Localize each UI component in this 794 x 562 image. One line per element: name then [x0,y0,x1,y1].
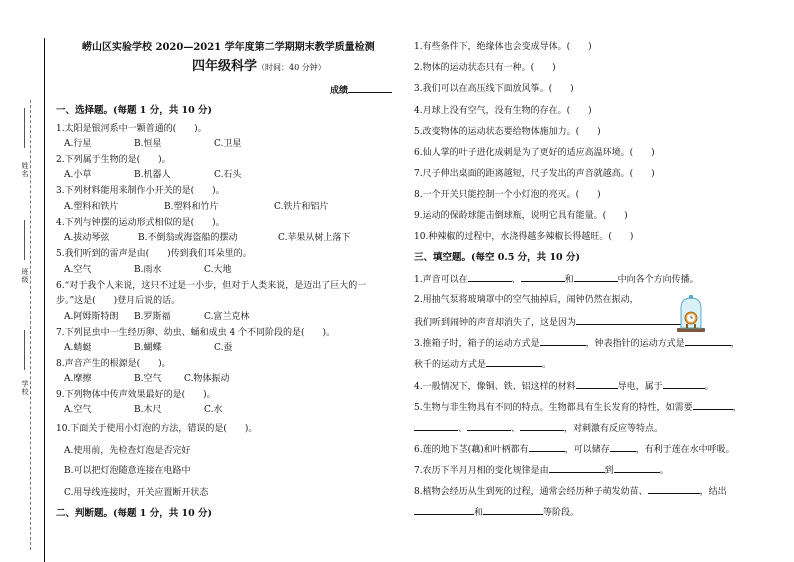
fill-2-cont [414,316,691,329]
fill-text: ， [730,339,740,349]
fill-blank[interactable] [685,337,731,346]
fill-5-cont [414,422,663,435]
fill-blank[interactable] [549,464,605,473]
judge-8[interactable]: 8.一个开关只能控制一个小灯泡的亮灭。( ) [414,190,601,200]
section2-title: 二、判断题。(每题 1 分，共 10 分) [56,508,213,519]
option-a[interactable]: A.阿姆斯特朗 [64,312,119,322]
judge-4[interactable]: 4.月球上没有空气，没有生物的存在。( ) [414,106,592,116]
fill-text: 中向各个方向传播。 [617,275,699,285]
fill-text: ，钟表指针的运动方式是 [585,339,685,349]
fill-blank[interactable] [540,337,586,346]
fill-blank[interactable] [468,273,512,282]
fill-blank[interactable] [414,422,458,431]
question-10: 10.下面关于使用小灯泡的方法，错误的是( )。 [56,424,258,434]
option-a[interactable]: A.蜻蜓 [64,343,92,353]
option-c[interactable]: C.蚕 [214,343,233,353]
fill-text: 7.农历下半月月相的变化规律是由 [414,466,549,476]
question-2: 2.下列属于生物的是( )。 [56,155,171,165]
judge-10[interactable]: 10.种辣椒的过程中，水浇得越多辣椒长得越旺。( ) [414,232,634,242]
fill-text: ，对刺激有反应等特点。 [564,424,664,434]
gutter-name-label: 姓名 [21,162,29,178]
fill-blank[interactable] [483,506,543,515]
fill-7 [414,464,669,477]
fill-1 [414,273,699,286]
fill-8-cont [414,506,579,519]
fill-3-cont [414,358,551,371]
option-b[interactable]: B.恒星 [134,139,162,149]
option-b[interactable]: B.罗斯福 [134,312,171,322]
fill-6 [414,443,735,456]
fill-blank[interactable] [693,401,733,410]
fill-text: 到 [604,466,614,476]
score-blank[interactable] [348,84,392,93]
school-title: 崂山区实验学校 2020—2021 学年度第二学期期末教学质量检测 [82,42,375,53]
question-7: 7.下列昆虫中一生经历卵、幼虫、蛹和成虫 4 个不同阶段的是( )。 [56,328,336,338]
fill-blank[interactable] [614,464,660,473]
fill-text: ， [732,403,742,413]
fill-text: 秋千的运动方式是 [414,360,487,370]
option-c[interactable]: C.石头 [214,170,242,180]
fill-blank[interactable] [610,443,636,452]
option-b[interactable]: B.雨水 [134,265,162,275]
cut-line [30,100,31,550]
option-a[interactable]: A.塑料和铁片 [64,202,119,212]
judge-3[interactable]: 3.我们可以在高压线下面放风筝。( ) [414,84,574,94]
fill-blank[interactable] [414,506,474,515]
judge-1[interactable]: 1.有些条件下，绝缘体也会变成导体。( ) [414,42,592,52]
gutter-class-blank [24,220,25,260]
option-b[interactable]: B.塑料和竹片 [164,202,219,212]
gutter-class-label: 班级 [21,268,29,284]
fill-text: 5.生物与非生物具有不同的特点。生物都具有生长发育的特性，如需要 [414,403,693,413]
score-label: 成绩 [330,86,349,96]
binding-line [44,38,45,562]
option-c[interactable]: C.水 [204,405,223,415]
fill-text: 和 [474,508,484,518]
fill-text: 我们听到闹钟的声音却消失了，这是因为 [414,318,577,328]
option-b[interactable]: B.木尺 [134,405,162,415]
question-10-option-a[interactable]: A.使用前，先检查灯泡是否完好 [64,446,191,456]
option-a[interactable]: A.摩擦 [64,374,92,384]
fill-text: ，结出 [699,487,727,497]
option-b[interactable]: B.空气 [134,374,162,384]
fill-text: 4.一般情况下，像铜、铁、铝这样的材料 [414,382,576,392]
fill-8 [414,485,727,498]
fill-blank[interactable] [529,443,565,452]
question-10-option-c[interactable]: C.用导线连接时，开关应置断开状态 [64,488,209,498]
fill-blank[interactable] [520,422,564,431]
fill-text: ，可以储存 [564,445,610,455]
fill-3 [414,337,740,350]
gutter-school-label: 学校 [21,380,29,396]
fill-text: 等阶段。 [543,508,580,518]
option-a[interactable]: A.行星 [64,139,92,149]
fill-text: 。 [542,360,552,370]
fill-text: 6.莲的地下茎(藕)和叶柄都有 [414,445,529,455]
fill-text: 。 [659,466,669,476]
fill-blank[interactable] [467,422,511,431]
fill-2: 2.用抽气泵将玻璃罩中的空气抽掉后，闹钟仍然在振动， [414,295,639,305]
question-4: 4.下列与钟摆的运动形式相似的是( )。 [56,218,225,228]
fill-text: ，有利于莲在水中呼吸。 [635,445,735,455]
fill-text: 8.植物会经历从生到死的过程，通常会经历种子萌发幼苗、 [414,487,648,497]
fill-blank[interactable] [521,273,565,282]
option-c[interactable]: C.卫星 [214,139,242,149]
score-field [330,84,392,97]
time-note: （时间：40 分钟） [257,63,326,72]
option-c[interactable]: C.铁片和铝片 [274,202,329,212]
fill-blank[interactable] [576,380,618,389]
section1-title: 一、选择题。(每题 1 分，共 10 分) [56,105,213,116]
judge-9[interactable]: 9.运动的保龄球能击倒球瓶，说明它具有能量。( ) [414,211,628,221]
fill-text: 、 [511,275,521,285]
question-8: 8.声音产生的根源是( )。 [56,359,171,369]
question-1: 1.太阳是银河系中一颗普通的( )。 [56,124,207,134]
question-3: 3.下列材料能用来制作小开关的是( )。 [56,186,225,196]
option-a[interactable]: A.拔动琴弦 [64,233,110,243]
option-c[interactable]: C.苹果从树上落下 [278,233,351,243]
fill-5 [414,401,742,414]
question-6: 6.“对于我个人来说，这只不过是一小步，但对于人类来说，是迈出了巨大的一 [56,281,367,291]
gutter-name-blank [24,108,25,148]
question-5: 5.我们听到的雷声是由( )传到我们耳朵里的。 [56,249,252,259]
option-b[interactable]: B.机器人 [134,170,171,180]
option-a[interactable]: A.空气 [64,405,92,415]
fill-blank[interactable] [663,380,705,389]
fill-text: 、 [511,424,521,434]
option-a[interactable]: A.空气 [64,265,92,275]
bell-jar-clock-icon [675,294,707,334]
fill-text: 3.推箱子时，箱子的运动方式是 [414,339,540,349]
fill-blank[interactable] [486,358,542,367]
fill-text: 、 [458,424,468,434]
fill-text: 导电，属于 [617,382,663,392]
fill-4 [414,380,714,393]
section3-title: 三、填空题。(每空 0.5 分，共 10 分) [414,252,580,263]
judge-7[interactable]: 7.尺子伸出桌面的距离越短，尺子发出的声音就越高。( ) [414,169,655,179]
fill-blank[interactable] [648,485,700,494]
question-6-cont: 步。”这是( )登月后说的话。 [56,296,181,306]
option-c[interactable]: C.富兰克林 [204,312,250,322]
fill-text: 和 [564,275,574,285]
fill-text: 1.声音可以在 [414,275,468,285]
option-b[interactable]: B.不倒翁或海盗船的摆动 [138,233,238,243]
judge-6[interactable]: 6.仙人掌的叶子进化成刺是为了更好的适应高温环境。( ) [414,148,655,158]
judge-2[interactable]: 2.物体的运动状态只有一种。( ) [414,63,556,73]
fill-blank[interactable] [574,273,618,282]
option-c[interactable]: C.物体振动 [184,374,230,384]
fill-blank[interactable] [576,316,682,325]
fill-text: 。 [704,382,714,392]
gutter-school-blank [24,330,25,370]
exam-subject: 四年级科学 [192,59,258,74]
exam-subject-line [192,61,326,74]
question-10-option-b[interactable]: B.可以把灯泡随意连接在电路中 [64,466,191,476]
option-a[interactable]: A.小草 [64,170,92,180]
option-b[interactable]: B.蝴蝶 [134,343,162,353]
option-c[interactable]: C.大地 [204,265,232,275]
judge-5[interactable]: 5.改变物体的运动状态要给物体施加力。( ) [414,127,601,137]
question-9: 9.下列物体中传声效果最好的是( )。 [56,390,216,400]
